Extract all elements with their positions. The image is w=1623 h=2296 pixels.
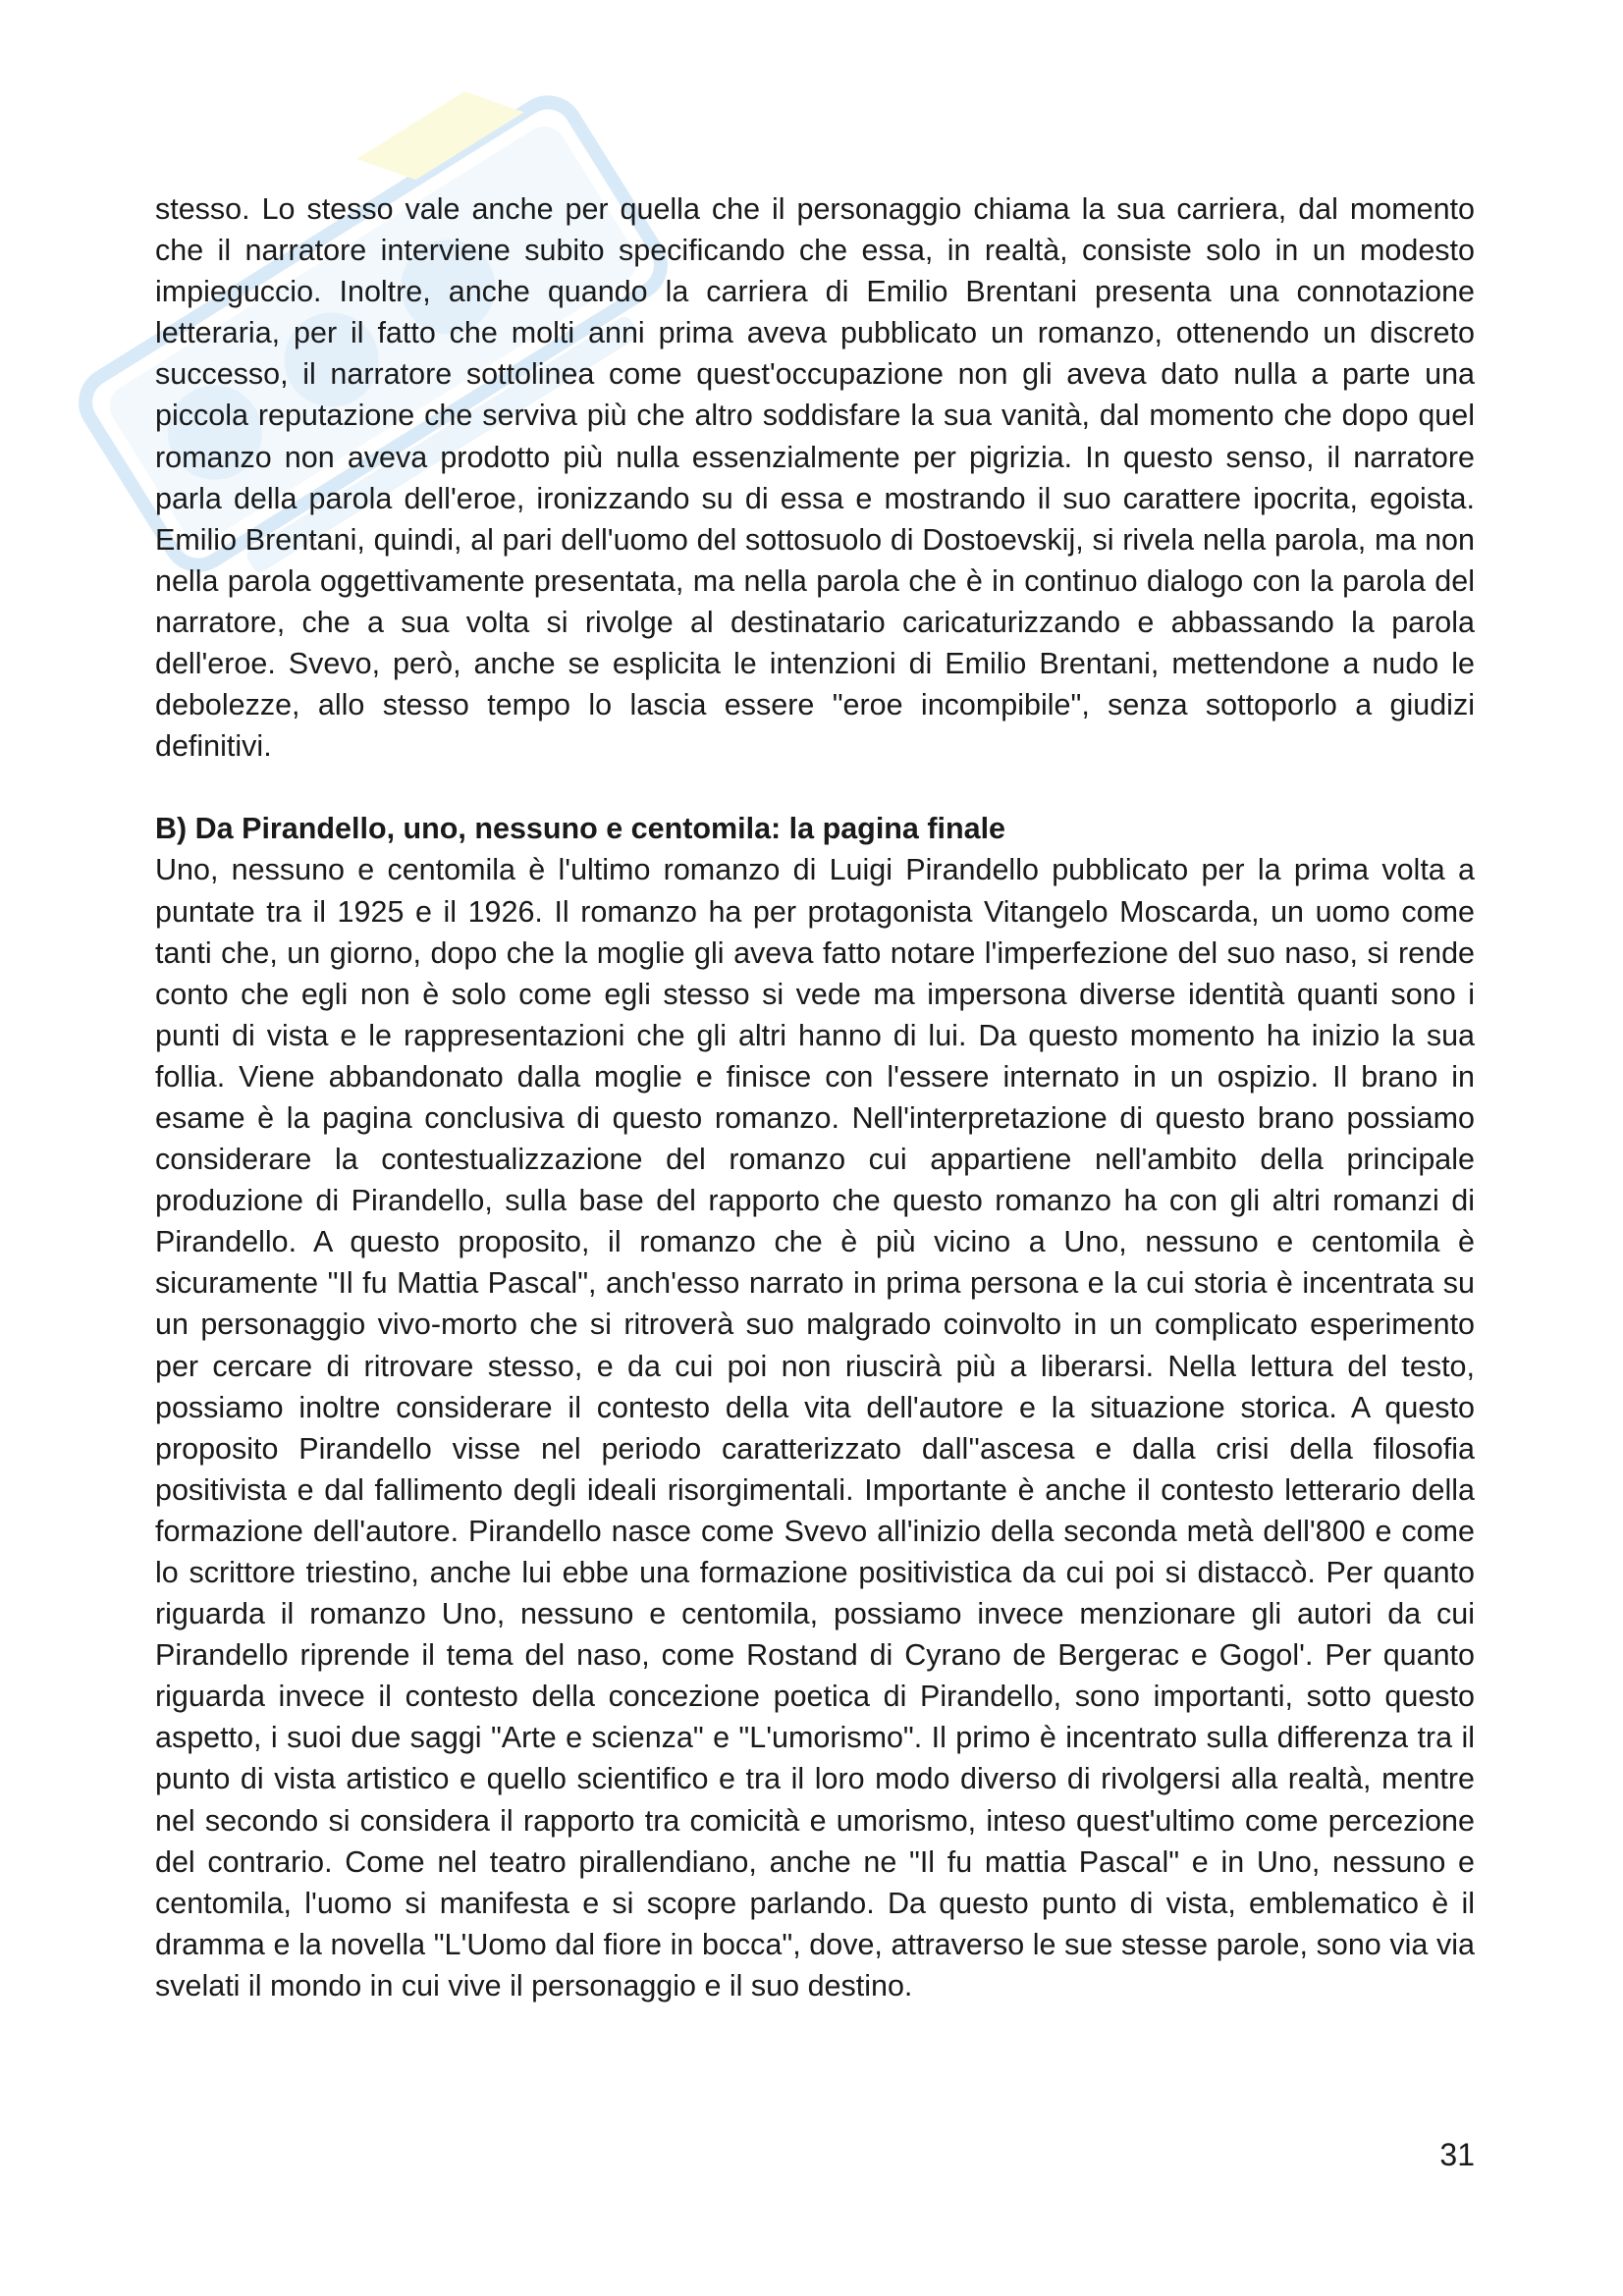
document-body	[155, 188, 1475, 2006]
paragraph-pirandello-analysis: Uno, nessuno e centomila è l'ultimo romanzo di Luigi Pirandello pubblicato per la prima volta a puntate tra il 1925 e il 1926. Il romanzo ha per protagonista Vitangelo Moscarda, un uomo come tanti che, un giorno, dopo che la moglie gli aveva fatto notare l'imperfezione del suo naso, si rende conto che egli non è solo come egli stesso si vede ma impersona diverse identità quanti sono i punti di vista e le rappresentazioni che gli altri hanno di lui. Da questo momento ha inizio la sua follia. Viene abbandonato dalla moglie e finisce con l'essere internato in un ospizio. Il brano in esame è la pagina conclusiva di questo romanzo. Nell'interpretazione di questo brano possiamo considerare la contestualizzazione del romanzo cui appartiene nell'ambito della principale produzione di Pirandello, sulla base del rapporto che questo romanzo ha con gli altri romanzi di Pirandello. A questo proposito, il romanzo che è più vicino a Uno, nessuno e centomila è sicuramente "Il fu Mattia Pascal", anch'esso narrato in prima persona e la cui storia è incentrata su un personaggio vivo-morto che si ritroverà suo malgrado coinvolto in un complicato esperimento per cercare di ritrovare stesso, e da cui poi non riuscirà più a liberarsi. Nella lettura del testo, possiamo inoltre considerare il contesto della vita dell'autore e la situazione storica. A questo proposito Pirandello visse nel periodo caratterizzato dall''ascesa e dalla crisi della filosofia positivista e dal fallimento degli ideali risorgimentali. Importante è anche il contesto letterario della formazione dell'autore. Pirandello nasce come Svevo all'inizio della seconda metà dell'800 e come lo scrittore triestino, anche lui ebbe una formazione positivistica da cui poi si distaccò. Per quanto riguarda il romanzo Uno, nessuno e centomila, possiamo invece menzionare gli autori da cui Pirandello riprende il tema del naso, come Rostand di Cyrano de Bergerac e Gogol'. Per quanto riguarda invece il contesto della concezione poetica di Pirandello, sono importanti, sotto questo aspetto, i suoi due saggi "Arte e scienza" e "L'umorismo". Il primo è incentrato sulla differenza tra il punto di vista artistico e quello scientifico e tra il loro modo diverso di rivolgersi alla realtà, mentre nel secondo si considera il rapporto tra comicità e umorismo, inteso quest'ultimo come percezione del contrario. Come nel teatro pirallendiano, anche ne "Il fu mattia Pascal" e in Uno, nessuno e centomila, l'uomo si manifesta e si scopre parlando. Da questo punto di vista, emblematico è il dramma e la novella "L'Uomo dal fiore in bocca", dove, attraverso le sue stesse parole, sono via via svelati il mondo in cui vive il personaggio e il suo destino.	[155, 853, 1475, 2002]
section-heading: B) Da Pirandello, uno, nessuno e centomila: la pagina finale	[155, 812, 1006, 846]
page-number: 31	[1439, 2137, 1475, 2172]
paragraph-svevo-conclusion: stesso. Lo stesso vale anche per quella che il personaggio chiama la sua carriera, dal momento che il narratore interviene subito specificando che essa, in realtà, consiste solo in un modesto impieguccio. Inoltre, anche quando la carriera di Emilio Brentani presenta una connotazione letteraria, per il fatto che molti anni prima aveva pubblicato un romanzo, ottenendo un discreto successo, il narratore sottolinea come quest'occupazione non gli aveva dato nulla a parte una piccola reputazione che serviva più che altro soddisfare la sua vanità, dal momento che dopo quel romanzo non aveva prodotto più nulla essenzialmente per pigrizia. In questo senso, il narratore parla della parola dell'eroe, ironizzando su di essa e mostrando il suo carattere ipocrita, egoista. Emilio Brentani, quindi, al pari dell'uomo del sottosuolo di Dostoevskij, si rivela nella parola, ma non nella parola oggettivamente presentata, ma nella parola che è in continuo dialogo con la parola del narratore, che a sua volta si rivolge al destinatario caricaturizzando e abbassando la parola dell'eroe. Svevo, però, anche se esplicita le intenzioni di Emilio Brentani, mettendone a nudo le debolezze, allo stesso tempo lo lascia essere "eroe incompibile", senza sottoporlo a giudizi definitivi.	[155, 192, 1475, 764]
